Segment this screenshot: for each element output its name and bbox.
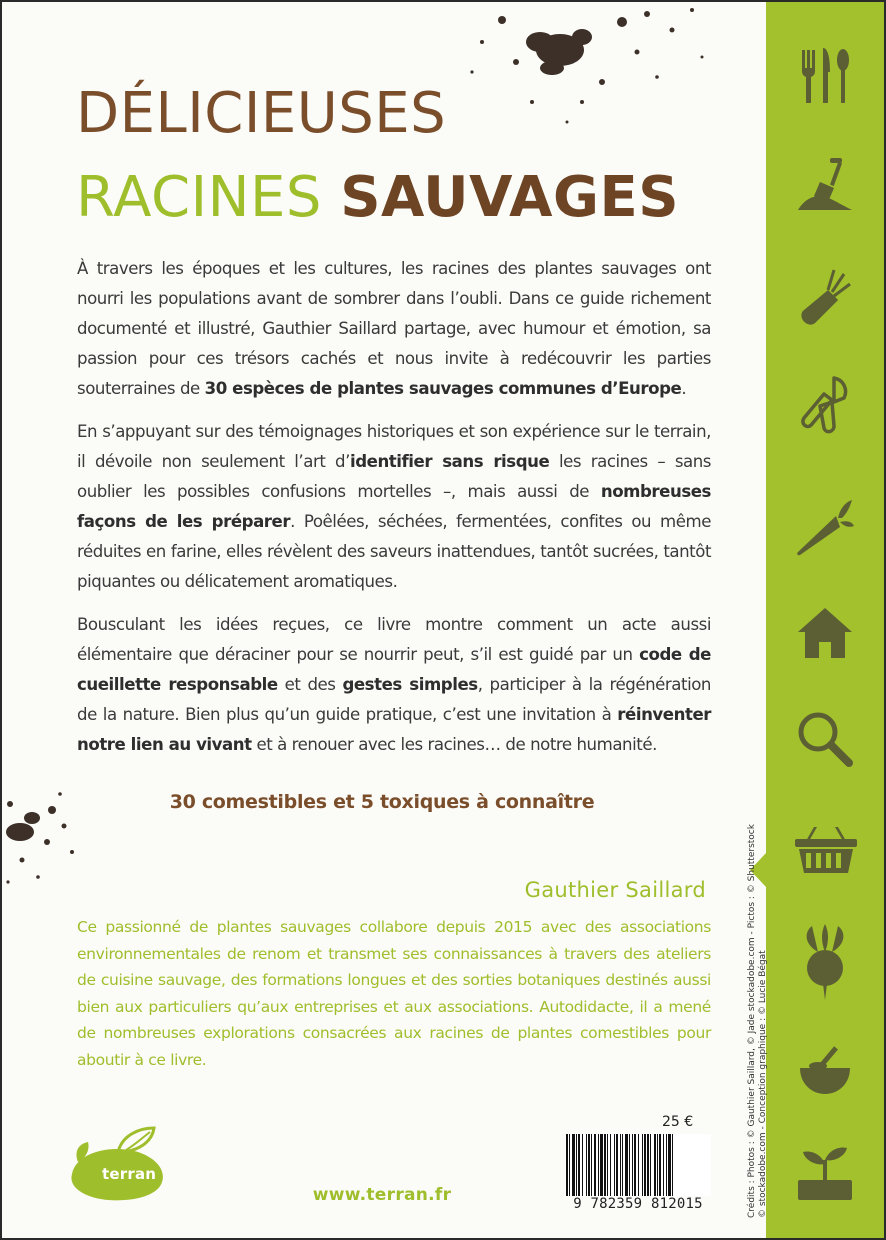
price: 25 €: [662, 1114, 694, 1130]
tagline: 30 comestibles et 5 toxiques à connaître: [169, 791, 595, 813]
blurb: [77, 254, 711, 773]
book-back-cover: [2, 2, 884, 1238]
basket-icon: [792, 817, 860, 879]
title-word-sauvages: SAUVAGES: [340, 165, 680, 230]
author-name: Gauthier Saillard: [524, 878, 706, 902]
title-word-racines: RACINES: [76, 165, 322, 230]
carrot-icon: [794, 496, 856, 558]
leek-icon: [794, 264, 856, 326]
shovel-icon: [794, 152, 856, 214]
logo-text: terran: [102, 1165, 157, 1183]
website-link[interactable]: www.terran.fr: [312, 1185, 452, 1205]
magnifier-icon: [794, 708, 856, 770]
blurb-paragraph-3: Bousculant les idées reçues, ce livre montre comment un acte aussi élémentaire que déraciner pour se nourrir peut, s’il est guidé par un code de cueillette responsable et des gestes simples, participer à la régénération de la nature. Bien plus qu’un guide pratique, c’est une invitation à réinventer notre lien au vivant et à renouer avec les racines… de notre humanité.: [77, 615, 711, 754]
bowl-icon: [794, 1040, 856, 1102]
blurb-paragraph-1: À travers les époques et les cultures, les racines des plantes sauvages ont nourri les populations avant de sombrer dans l’oubli. Dans ce guide richement documenté et illustré, Gauthier Saillard partage, avec humour et émotion, sa passion pour ces trésors cachés et nous invite à redécouvrir les parties souterraines de 30 espèces de plantes sauvages communes d’Europe.: [77, 259, 711, 398]
seedling-icon: [794, 1142, 856, 1204]
book-title: [76, 72, 679, 240]
pruning-shears-icon: [794, 374, 856, 436]
isbn-digits: 9 782359 812015: [573, 1196, 703, 1212]
pictogram-sidebar: [766, 2, 884, 1238]
blurb-paragraph-2: En s’appuyant sur des témoignages historiques et son expérience sur le terrain, il dévoile non seulement l’art d’identifier sans risque les racines – sans oublier les possibles confusions mortelles –, mais aussi de nombreuses façons de les préparer. Poêlées, séchées, fermentées, confites ou même réduites en farine, elles révèlent des saveurs inattendues, tantôt sucrées, tantôt piquantes ou délicatement aromatiques.: [77, 422, 711, 591]
author-bio: Ce passionné de plantes sauvages collabore depuis 2015 avec des associations environnementales de renom et transmet ses connaissances à travers des ateliers de cuisine sauvage, des formations longues et des sorties botaniques destinés aussi bien aux particuliers qu’aux entreprises et aux associations. Autodidacte, il a mené de nombreuses explorations consacrées aux racines de plantes comestibles pour aboutir à ce livre.: [77, 918, 711, 1069]
cutlery-icon: [794, 44, 856, 106]
radish-icon: [794, 922, 856, 1002]
house-icon: [794, 602, 856, 664]
credits: Crédits : Photos : © Gauthier Saillard, © Jade stockadobe.com - Pictos : © Shutterstock © stockadobe.com - Conception graphique : © Lucie Bégat: [747, 824, 768, 1218]
title-line-1: DÉLICIEUSES: [76, 81, 447, 146]
